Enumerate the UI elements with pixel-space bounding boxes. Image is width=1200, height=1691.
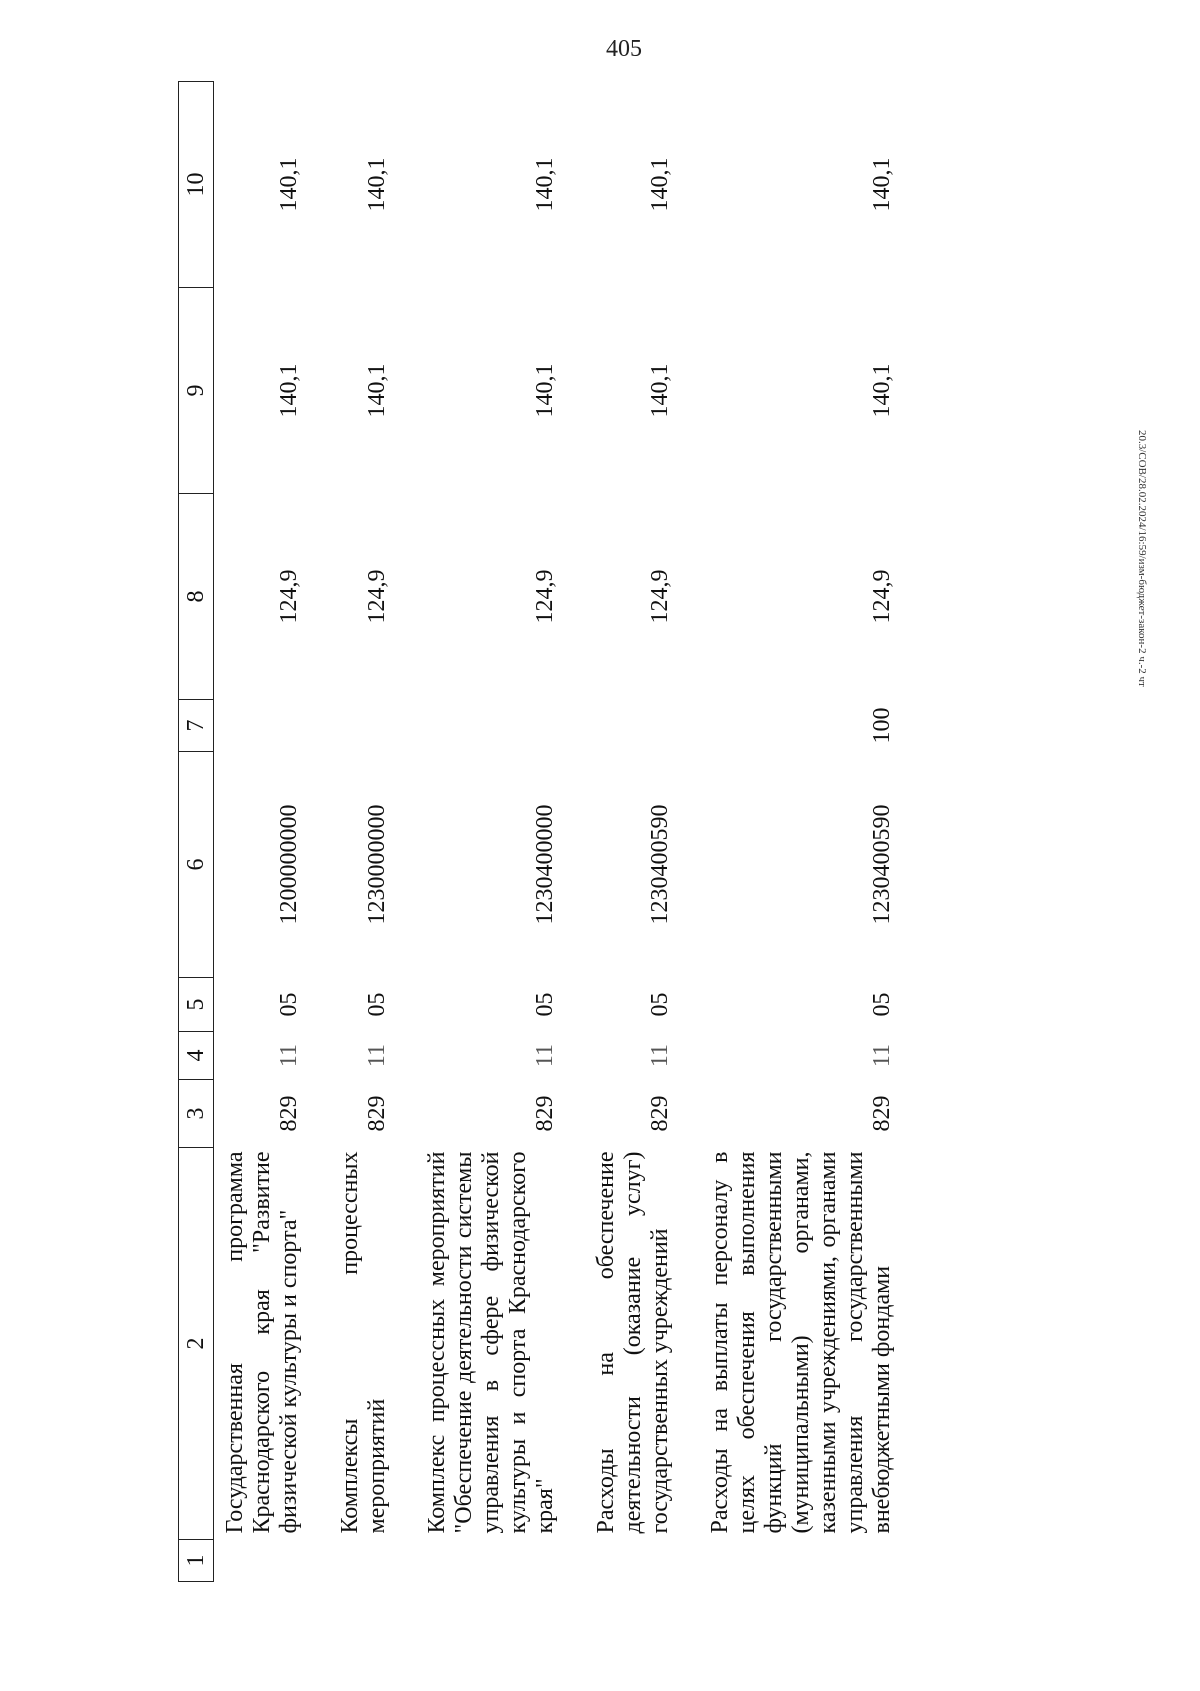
cell-target-article: 1200000000 bbox=[275, 804, 302, 925]
cell-amount-col8: 124,9 bbox=[363, 569, 390, 624]
row-description: Комплексы процессных мероприятий bbox=[336, 1151, 390, 1534]
cell-amount-col10: 140,1 bbox=[363, 157, 390, 212]
cell-amount-col10: 140,1 bbox=[531, 157, 558, 212]
cell-amount-col9: 140,1 bbox=[868, 363, 895, 418]
column-header: 9 bbox=[179, 288, 214, 494]
column-header: 10 bbox=[179, 82, 214, 288]
cell-amount-col9: 140,1 bbox=[363, 363, 390, 418]
table-row bbox=[585, 82, 680, 1582]
cell-amount-col9: 140,1 bbox=[646, 363, 673, 418]
cell-section: 11 bbox=[646, 1043, 673, 1068]
budget-table-rotated bbox=[178, 82, 1123, 1582]
column-header: 4 bbox=[179, 1032, 214, 1080]
column-header: 1 bbox=[179, 1540, 214, 1582]
cell-subsection: 05 bbox=[363, 992, 390, 1017]
cell-expense-type bbox=[329, 700, 397, 752]
cell-amount-col10: 140,1 bbox=[275, 157, 302, 212]
cell-subsection: 05 bbox=[275, 992, 302, 1017]
row-description: Комплекс процессных мероприятий "Обеспечение деятельности системы управления в сфере физической культуры и спорта Краснодарского края" bbox=[424, 1151, 558, 1534]
column-header: 6 bbox=[179, 752, 214, 978]
page-number: 405 bbox=[606, 36, 642, 62]
table-header-row bbox=[179, 82, 214, 1582]
budget-table bbox=[178, 81, 902, 1582]
cell-ministry-code: 829 bbox=[868, 1095, 895, 1132]
cell-section: 11 bbox=[363, 1043, 390, 1068]
cell-target-article: 1230400590 bbox=[868, 804, 895, 925]
cell-target-article: 1230000000 bbox=[363, 804, 390, 925]
cell-subsection: 05 bbox=[531, 992, 558, 1017]
column-header: 5 bbox=[179, 978, 214, 1032]
table-row bbox=[416, 82, 564, 1582]
cell-target-article: 1230400000 bbox=[531, 804, 558, 925]
cell-subsection: 05 bbox=[868, 992, 895, 1017]
cell-section: 11 bbox=[531, 1043, 558, 1068]
cell-section: 11 bbox=[275, 1043, 302, 1068]
cell-amount-col9: 140,1 bbox=[275, 363, 302, 418]
column-header: 7 bbox=[179, 700, 214, 752]
cell-section: 11 bbox=[868, 1043, 895, 1068]
column-header: 2 bbox=[179, 1148, 214, 1540]
table-row bbox=[699, 82, 901, 1582]
document-footer-code: 20.3/СОВ/28.02.2024/16:59/изм-бюджет-закон-2 ч.-2 чт bbox=[1136, 430, 1148, 687]
column-header: 8 bbox=[179, 494, 214, 700]
row-description: Расходы на обеспечение деятельности (оказание услуг) государственных учреждений bbox=[592, 1151, 673, 1534]
cell-ministry-code: 829 bbox=[363, 1095, 390, 1132]
cell-amount-col8: 124,9 bbox=[868, 569, 895, 624]
table-row bbox=[214, 82, 309, 1582]
cell-expense-type: 100 bbox=[868, 707, 895, 744]
cell-amount-col10: 140,1 bbox=[868, 157, 895, 212]
cell-amount-col8: 124,9 bbox=[646, 569, 673, 624]
cell-amount-col10: 140,1 bbox=[646, 157, 673, 212]
cell-subsection: 05 bbox=[646, 992, 673, 1017]
cell-expense-type bbox=[416, 700, 564, 752]
cell-ministry-code: 829 bbox=[531, 1095, 558, 1132]
cell-expense-type bbox=[214, 700, 309, 752]
cell-ministry-code: 829 bbox=[275, 1095, 302, 1132]
row-description: Расходы на выплаты персоналу в целях обеспечения выполнения функций государственными (муниципальными) органами, казенными учреждениями, органами управления государственными внебюджетными фондами bbox=[707, 1151, 895, 1534]
table-row bbox=[329, 82, 397, 1582]
cell-amount-col9: 140,1 bbox=[531, 363, 558, 418]
column-header: 3 bbox=[179, 1080, 214, 1148]
row-description: Государственная программа Краснодарского края "Развитие физической культуры и спорта" bbox=[222, 1151, 302, 1534]
cell-amount-col8: 124,9 bbox=[531, 569, 558, 624]
cell-ministry-code: 829 bbox=[646, 1095, 673, 1132]
cell-amount-col8: 124,9 bbox=[275, 569, 302, 624]
cell-expense-type bbox=[585, 700, 680, 752]
cell-target-article: 1230400590 bbox=[646, 804, 673, 925]
